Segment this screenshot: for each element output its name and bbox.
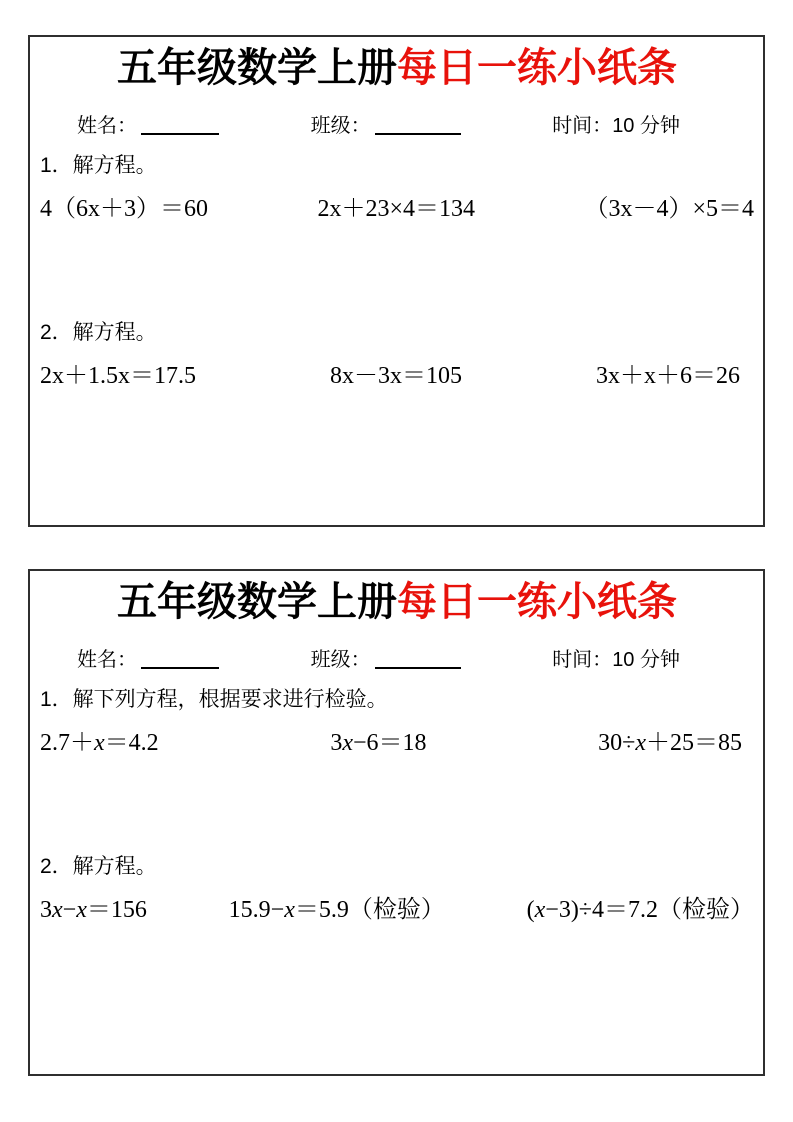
equation: 2.7＋x＝4.2	[40, 730, 159, 756]
equation: 15.9−x＝5.9（检验）	[228, 897, 445, 923]
section-heading: 2．解方程。	[40, 855, 157, 878]
section-heading: 1．解方程。	[40, 154, 157, 177]
class-field	[311, 112, 461, 140]
name-field	[77, 112, 219, 140]
time-field-label: 时间：	[552, 115, 613, 137]
equation: 3x＋x＋6＝26	[596, 363, 740, 389]
equation: 4（6x＋3）＝60	[40, 196, 208, 222]
class-blank-line	[375, 651, 461, 669]
equation: 2x＋23×4＝134	[317, 196, 475, 222]
name-field-label: 姓名：	[77, 649, 137, 671]
name-field-label: 姓名：	[77, 115, 137, 137]
equation-row	[40, 895, 754, 925]
equation: 30÷x＋25＝85	[598, 730, 742, 756]
time-field	[552, 112, 680, 140]
title-red-part: 每日一练小纸条	[397, 46, 677, 90]
time-field-value: 10 分钟	[612, 649, 680, 671]
name-blank-line	[141, 117, 219, 135]
name-field	[77, 646, 219, 674]
equation: (x−3)÷4＝7.2（检验）	[526, 897, 754, 923]
fields-row	[77, 112, 680, 140]
class-field	[311, 646, 461, 674]
card-title	[40, 46, 754, 90]
class-blank-line	[375, 117, 461, 135]
worksheet-card-1	[28, 35, 765, 527]
time-field-value: 10 分钟	[612, 115, 680, 137]
card-title	[40, 580, 754, 624]
equation-row	[40, 361, 754, 391]
name-blank-line	[141, 651, 219, 669]
equation: 8x－3x＝105	[330, 363, 462, 389]
worksheet-card-2	[28, 569, 765, 1076]
time-field	[552, 646, 680, 674]
equation: 2x＋1.5x＝17.5	[40, 363, 196, 389]
class-field-label: 班级：	[310, 649, 371, 671]
equation: 3x−x＝156	[40, 897, 147, 923]
equation: （3x－4）×5＝4	[584, 196, 754, 222]
equation-row	[40, 728, 754, 758]
equation: 3x−6＝18	[330, 730, 427, 756]
class-field-label: 班级：	[310, 115, 371, 137]
equation-row	[40, 194, 754, 224]
section-heading: 1．解下列方程，根据要求进行检验。	[40, 688, 388, 711]
section-heading: 2．解方程。	[40, 321, 157, 344]
title-black-part: 五年级数学上册	[117, 46, 397, 90]
title-black-part: 五年级数学上册	[117, 580, 397, 624]
title-red-part: 每日一练小纸条	[397, 580, 677, 624]
fields-row	[77, 646, 680, 674]
time-field-label: 时间：	[552, 649, 613, 671]
